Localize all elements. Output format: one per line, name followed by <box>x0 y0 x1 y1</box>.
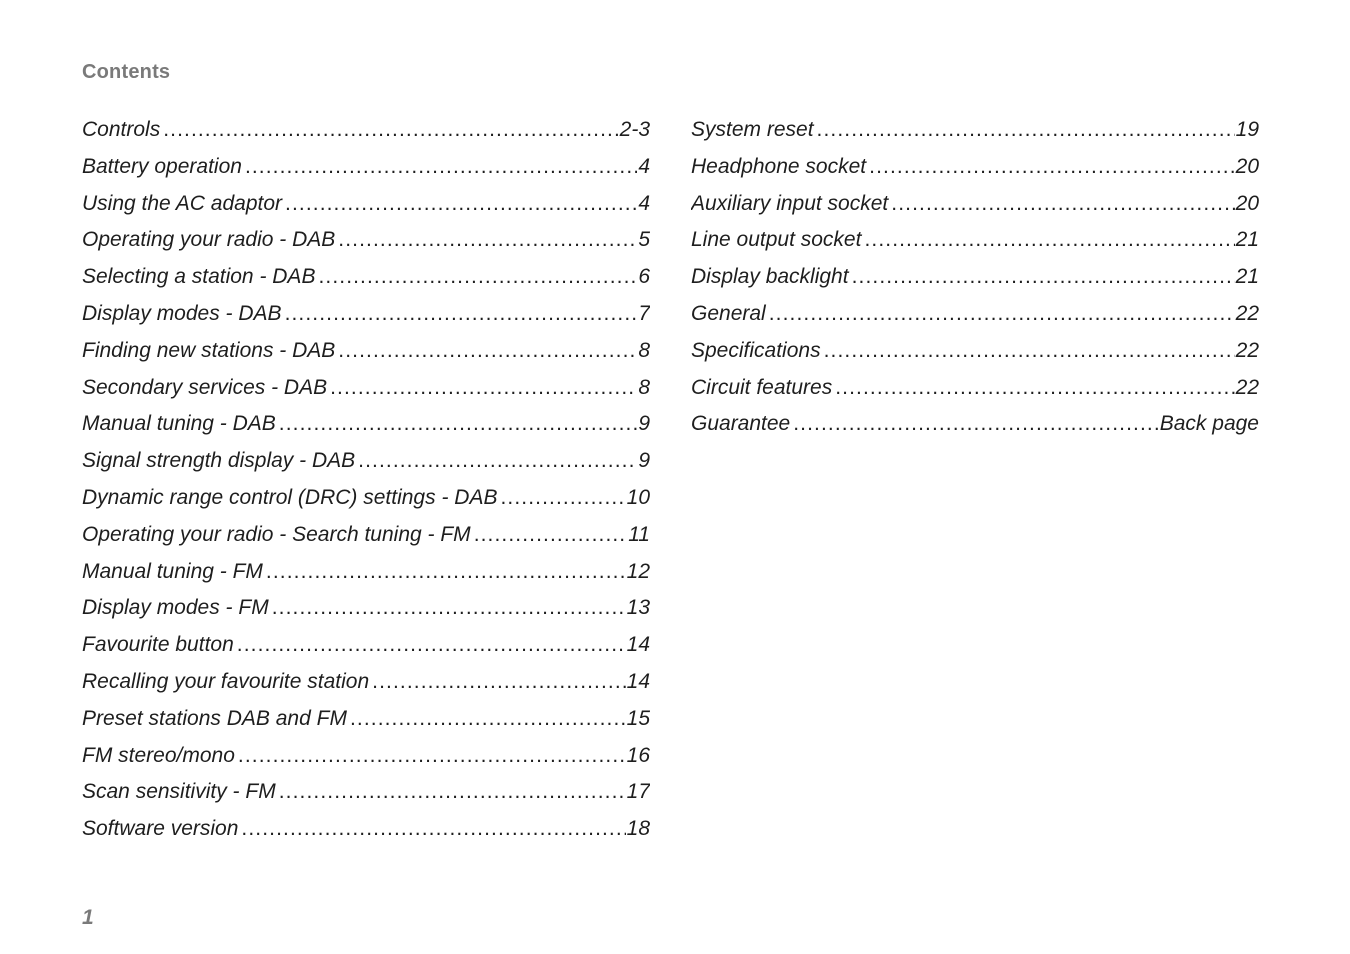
toc-entry-page: 20 <box>1235 154 1259 178</box>
toc-entry <box>82 774 650 811</box>
toc-entry-title: Operating your radio - Search tuning - FM <box>82 522 471 546</box>
toc-entry-title: Dynamic range control (DRC) settings - DAB <box>82 485 498 509</box>
toc-entry <box>691 333 1259 370</box>
toc-entry <box>691 370 1259 407</box>
toc-entry <box>82 259 650 296</box>
toc-leader-dots <box>852 259 1235 296</box>
toc-entry-page: 15 <box>626 706 650 730</box>
toc-entry <box>82 664 650 701</box>
toc-entry-page: 2-3 <box>619 118 650 141</box>
toc-entry-page: 18 <box>626 817 650 841</box>
toc-leader-dots <box>474 517 628 554</box>
toc-leader-dots <box>237 627 626 664</box>
toc-entry <box>691 259 1259 296</box>
toc-leader-dots <box>793 406 1159 443</box>
toc-entry-page: 4 <box>638 154 650 178</box>
toc-entry-page: 11 <box>628 522 650 546</box>
toc-leader-dots <box>285 296 638 333</box>
toc-entry <box>82 370 650 407</box>
toc-entry-page: 21 <box>1235 228 1259 252</box>
toc-entry <box>82 738 650 775</box>
toc-entry <box>82 296 650 333</box>
toc-entry-page: 22 <box>1235 375 1259 399</box>
toc-entry-page: 22 <box>1235 301 1259 325</box>
toc-entry-title: Auxiliary input socket <box>691 191 889 215</box>
toc-leader-dots <box>817 112 1235 149</box>
toc-leader-dots <box>330 370 637 407</box>
toc-entry-title: Display backlight <box>691 265 849 289</box>
toc-entry-page: 17 <box>626 780 650 804</box>
toc-entry-title: Headphone socket <box>691 154 867 178</box>
toc-right-column <box>691 112 1259 443</box>
toc-leader-dots <box>372 664 625 701</box>
toc-leader-dots <box>824 333 1235 370</box>
toc-entry-page: 5 <box>638 228 650 252</box>
toc-entry <box>82 811 650 848</box>
toc-leader-dots <box>272 590 626 627</box>
toc-entry-title: Manual tuning - FM <box>82 559 263 583</box>
toc-entry-page: 19 <box>1235 118 1259 141</box>
toc-entry-page: 9 <box>638 449 650 473</box>
toc-entry-page: 22 <box>1235 338 1259 362</box>
toc-entry-page: 4 <box>638 191 650 215</box>
toc-entry <box>82 627 650 664</box>
toc-leader-dots <box>163 112 618 149</box>
toc-entry-page: 21 <box>1235 265 1259 289</box>
toc-leader-dots <box>285 186 637 223</box>
toc-entry <box>691 112 1259 149</box>
toc-entry-page: 16 <box>626 743 650 767</box>
toc-entry <box>691 406 1259 443</box>
toc-entry <box>691 186 1259 223</box>
toc-entry-title: Software version <box>82 817 239 841</box>
toc-entry-title: Finding new stations - DAB <box>82 338 336 362</box>
toc-entry-page: 12 <box>626 559 650 583</box>
toc-entry <box>691 296 1259 333</box>
page-number: 1 <box>82 906 94 929</box>
toc-left-column <box>82 112 650 848</box>
toc-leader-dots <box>279 774 626 811</box>
toc-entry <box>82 590 650 627</box>
toc-entry-title: Line output socket <box>691 228 862 252</box>
toc-entry-title: Signal strength display - DAB <box>82 449 356 473</box>
toc-entry <box>82 406 650 443</box>
toc-entry-page: 14 <box>626 633 650 657</box>
toc-entry-title: Recalling your favourite station <box>82 669 370 693</box>
toc-entry-page: 20 <box>1235 191 1259 215</box>
toc-entry <box>82 554 650 591</box>
toc-entry <box>82 480 650 517</box>
toc-entry <box>691 222 1259 259</box>
toc-entry-title: Specifications <box>691 338 821 362</box>
toc-leader-dots <box>238 738 626 775</box>
toc-entry <box>691 149 1259 186</box>
toc-entry-title: Controls <box>82 118 161 141</box>
toc-entry-page: 6 <box>638 265 650 289</box>
toc-entry <box>82 701 650 738</box>
toc-leader-dots <box>869 149 1235 186</box>
toc-entry-page: 10 <box>626 485 650 509</box>
toc-entry-title: Favourite button <box>82 633 234 657</box>
toc-entry-title: Selecting a station - DAB <box>82 265 316 289</box>
toc-leader-dots <box>266 554 626 591</box>
toc-entry-page: Back page <box>1159 412 1259 436</box>
toc-entry <box>82 222 650 259</box>
toc-entry-title: FM stereo/mono <box>82 743 235 767</box>
toc-leader-dots <box>279 406 638 443</box>
toc-entry <box>82 443 650 480</box>
toc-entry-page: 7 <box>638 301 650 325</box>
toc-entry-title: Scan sensitivity - FM <box>82 780 276 804</box>
page-title: Contents <box>82 61 171 83</box>
toc-leader-dots <box>245 149 637 186</box>
toc-leader-dots <box>769 296 1235 333</box>
toc-entry-title: Secondary services - DAB <box>82 375 328 399</box>
toc-entry-title: Display modes - DAB <box>82 301 282 325</box>
toc-entry-title: Guarantee <box>691 412 791 436</box>
toc-entry-title: Display modes - FM <box>82 596 269 620</box>
toc-entry-page: 9 <box>638 412 650 436</box>
toc-leader-dots <box>864 222 1234 259</box>
toc-entry <box>82 333 650 370</box>
toc-entry <box>82 517 650 554</box>
toc-entry-title: Manual tuning - DAB <box>82 412 276 436</box>
toc-entry-page: 13 <box>626 596 650 620</box>
toc-entry-title: Preset stations DAB and FM <box>82 706 347 730</box>
toc-leader-dots <box>318 259 637 296</box>
toc-leader-dots <box>338 222 637 259</box>
toc-entry-title: Using the AC adaptor <box>82 191 283 215</box>
toc-entry <box>82 149 650 186</box>
toc-leader-dots <box>500 480 625 517</box>
toc-entry-title: Battery operation <box>82 154 242 178</box>
toc-entry-title: Operating your radio - DAB <box>82 228 336 252</box>
toc-entry-page: 8 <box>638 375 650 399</box>
toc-entry-page: 8 <box>638 338 650 362</box>
toc-entry-page: 14 <box>626 669 650 693</box>
toc-leader-dots <box>338 333 637 370</box>
toc-leader-dots <box>358 443 637 480</box>
toc-leader-dots <box>241 811 625 848</box>
toc-leader-dots <box>350 701 626 738</box>
toc-entry-title: System reset <box>691 118 814 141</box>
toc-leader-dots <box>835 370 1234 407</box>
toc-leader-dots <box>891 186 1234 223</box>
toc-entry <box>82 112 650 149</box>
toc-entry-title: Circuit features <box>691 375 833 399</box>
toc-entry-title: General <box>691 301 766 325</box>
toc-entry <box>82 186 650 223</box>
